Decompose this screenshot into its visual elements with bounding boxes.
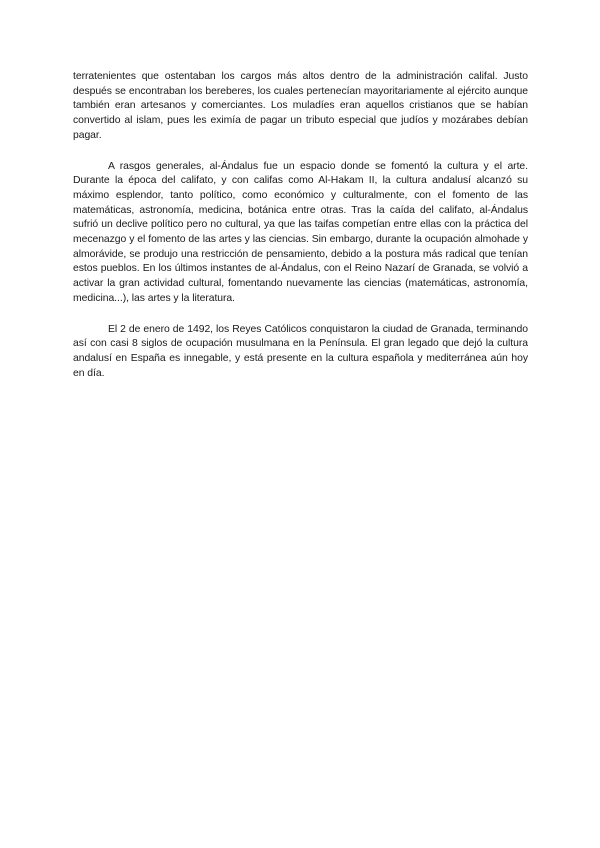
paragraph-social-groups: terratenientes que ostentaban los cargos más altos dentro de la administración califal. Justo después se encontraban los bereberes, los cuales pertenecían mayoritariamente al ejército aunque también eran artesanos y comerciantes. Los muladíes eran aquellos cristianos que se habían convertido al islam, pues les eximía de pagar un tributo especial que judíos y mozárabes debían pagar. — [73, 71, 528, 141]
paragraph-culture: A rasgos generales, al-Ándalus fue un espacio donde se fomentó la cultura y el arte. Durante la época del califato, y con califas como Al-Hakam II, la cultura andalusí alcanzó su máximo esplendor, tanto político, como económico y culturalmente, con el fomento de las matemáticas, astronomía, medicina, botánica entre otras. Tras la caída del califato, al-Ándalus sufrió un declive político pero no cultural, ya que las taifas competían entre ellas con la práctica del mecenazgo y el fomento de las artes y las ciencias. Sin embargo, durante la ocupación almohade y almorávide, se produjo una restricción de pensamiento, debido a la postura más radical que tenían estos pueblos. En los últimos instantes de al-Ándalus, con el Reino Nazarí de Granada, se volvió a activar la gran actividad cultural, fomentando nuevamente las ciencias (matemáticas, astronomía, medicina...), las artes y la literatura. — [73, 160, 528, 304]
document-body — [73, 70, 528, 397]
paragraph-granada-conquest: El 2 de enero de 1492, los Reyes Católicos conquistaron la ciudad de Granada, terminando así con casi 8 siglos de ocupación musulmana en la Península. El gran legado que dejó la cultura andalusí en España es innegable, y está presente en la cultura española y mediterránea aún hoy en día. — [73, 323, 528, 379]
